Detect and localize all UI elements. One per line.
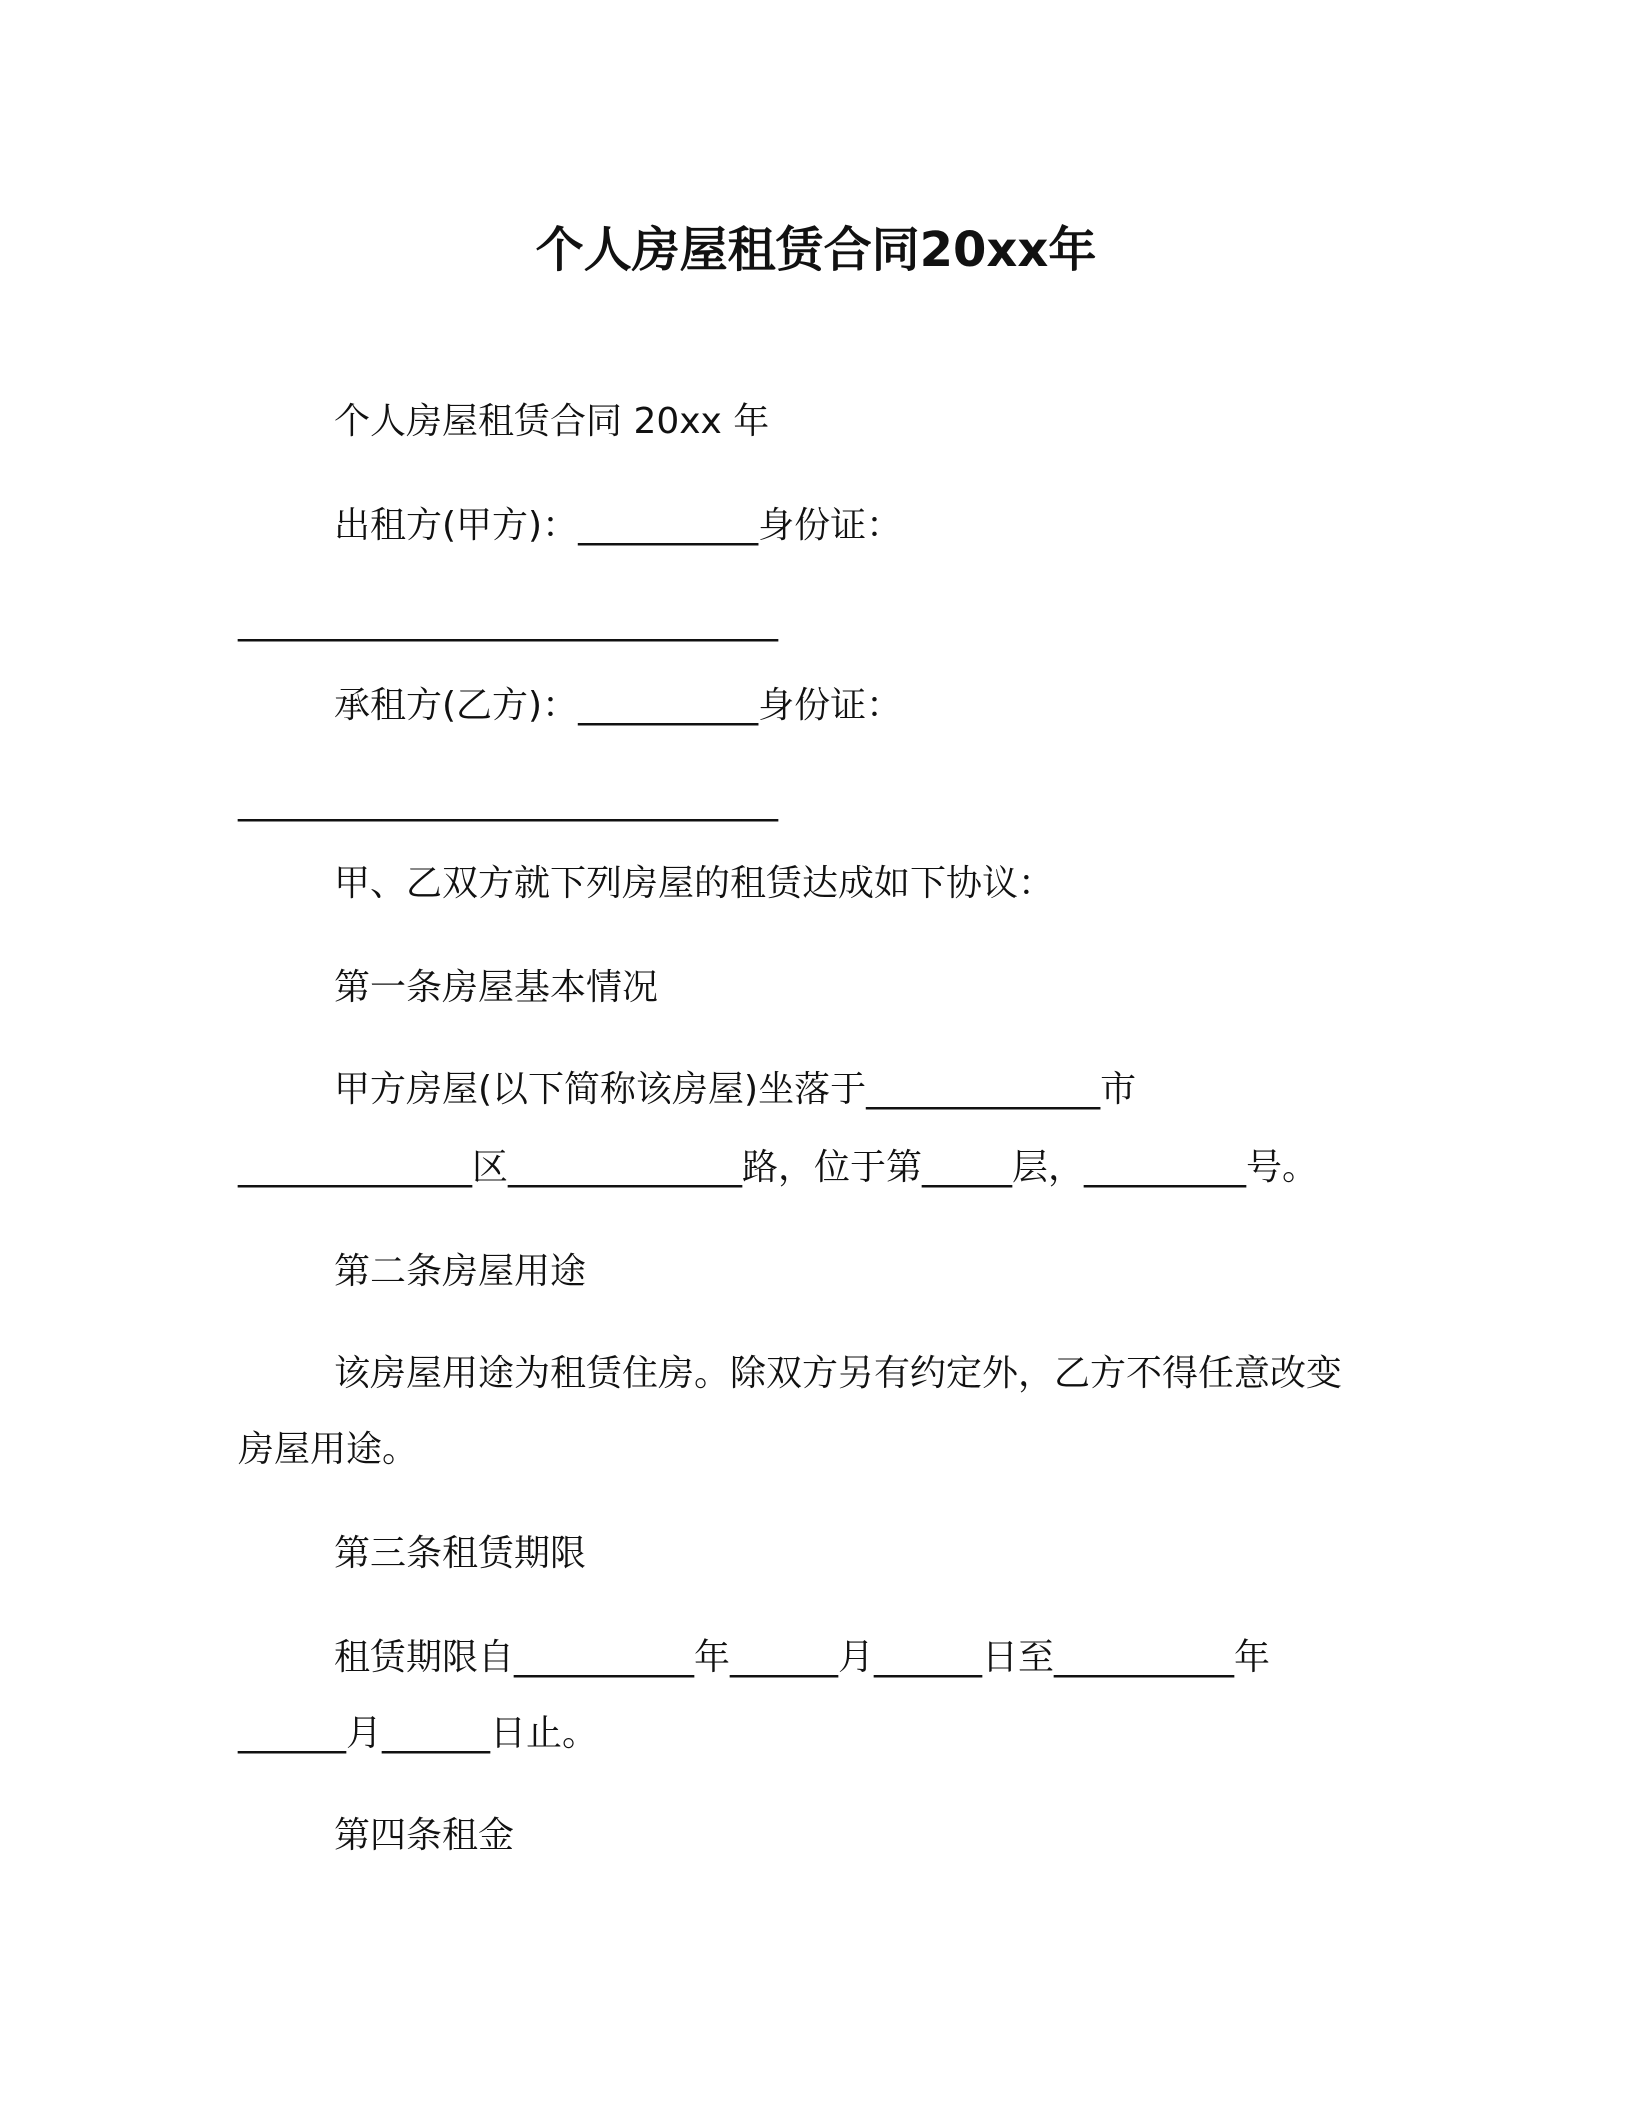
article-2-text-line-1: 该房屋用途为租赁住房。除双方另有约定外，乙方不得任意改变 bbox=[334, 1353, 1343, 1394]
article-3-text-line-1: 租赁期限自__________年______月______日至__________年 bbox=[334, 1637, 1271, 1678]
lessee-id-blank: ______________________________ bbox=[238, 781, 778, 822]
article-3-text-line-2: ______月______日止。 bbox=[238, 1713, 599, 1754]
article-2-heading: 第二条房屋用途 bbox=[334, 1251, 587, 1292]
lessee-line: 承租方(乙方)：__________身份证： bbox=[334, 685, 903, 726]
article-3-heading: 第三条租赁期限 bbox=[334, 1533, 587, 1574]
agreement-intro: 甲、乙双方就下列房屋的租赁达成如下协议： bbox=[334, 863, 1055, 904]
lessor-line: 出租方(甲方)：__________身份证： bbox=[334, 505, 903, 546]
article-1-heading: 第一条房屋基本情况 bbox=[334, 967, 659, 1008]
article-4-heading: 第四条租金 bbox=[334, 1815, 515, 1856]
article-1-text-line-2: _____________区_____________路，位于第_____层，_________号。 bbox=[238, 1147, 1319, 1188]
article-2-text-line-2: 房屋用途。 bbox=[238, 1429, 419, 1470]
article-1-text-line-1: 甲方房屋(以下简称该房屋)坐落于_____________市 bbox=[334, 1069, 1137, 1110]
document-title: 个人房屋租赁合同20xx年 bbox=[535, 222, 1097, 278]
intro-heading: 个人房屋租赁合同 20xx 年 bbox=[334, 401, 770, 442]
lessor-id-blank: ______________________________ bbox=[238, 601, 778, 642]
